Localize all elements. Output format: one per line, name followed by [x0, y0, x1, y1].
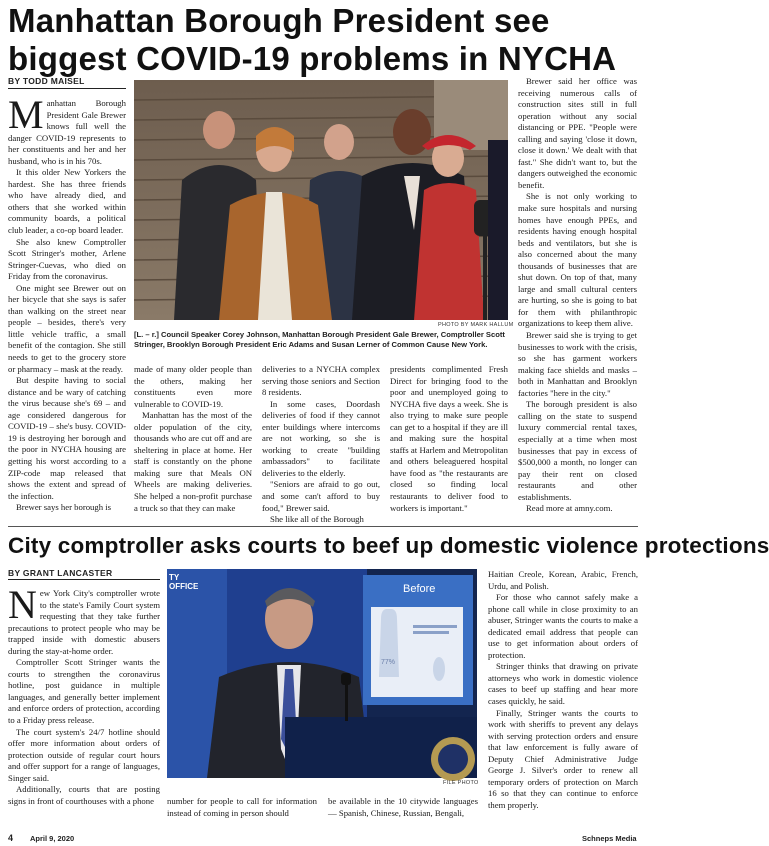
article1-photo	[134, 80, 508, 320]
article2-byline: BY GRANT LANCASTER	[8, 568, 113, 578]
dropcap: M	[8, 92, 44, 137]
paragraph: Brewer said she is trying to get businesses to work with the crisis, so she has garment workers making face shields and masks – both in Manhattan and Brooklyn factories "here in the city."	[518, 330, 637, 398]
article1-column-1	[8, 92, 126, 514]
paragraph: The borough president is also calling on the state to suspend luxury commercial rental taxes, especially at a time when most businesses that pay in excess of $500,000 a month, no longer can pay their rent on closed restaurants and other establishments.	[518, 399, 637, 502]
paragraph: Finally, Stringer wants the courts to work with sheriffs to prevent any delays with serving protection orders and ensure that law enforcement is fully aware of Deputy Chief Administrative Judge George J. Silver's order to renew all temporary orders of protection on March 16 so that they can continue to enforce them properly.	[488, 707, 638, 810]
article1-photo-caption: [L. – r.] Council Speaker Corey Johnson, Manhattan Borough President Gale Brewer, Comptroller Scott Stringer, Brooklyn Borough President Eric Adams and Susan Lerner of Common Cause New York.	[134, 330, 505, 349]
article2-column-4	[488, 569, 638, 811]
paragraph: "Seniors are afraid to go out, and some can't afford to buy food," Brewer said.	[262, 479, 380, 513]
paragraph: be available in the 10 citywide languages — Spanish, Chinese, Russian, Bengali,	[328, 796, 478, 818]
article2-photo-credit: FILE PHOTO	[443, 780, 479, 786]
article2-column-3	[328, 796, 478, 819]
article1-column-5	[518, 76, 637, 515]
article2-photo	[167, 569, 477, 778]
footer-publisher: Schneps Media	[582, 834, 637, 843]
article1-byline: BY TODD MAISEL	[8, 76, 85, 86]
paragraph: She is not only working to make sure hospitals and nursing homes have enough PPEs, and residents having enough hospital beds and ventilators, but she is also concerned about the many thousands of businesses that are shut down. On top of that, many large and small cultural centers are hurting, so she is going to bat for them with philanthropic organizations to keep them alive.	[518, 191, 637, 329]
screen-before-text: Before	[403, 583, 436, 595]
paragraph: The court system's 24/7 hotline should offer more information about orders of protection outside of regular court hours and offer support for a range of languages, Singer said.	[8, 726, 160, 783]
paragraph: It this older New Yorkers the hardest. She has three friends who have already died, and others that she worked within community boards, a political club leader, a co-op board leader.	[8, 167, 126, 236]
paragraph: Haitian Creole, Korean, Arabic, French, Urdu, and Polish.	[488, 569, 638, 591]
article2-column-2	[167, 796, 317, 819]
paragraph: Stringer thinks that drawing on private attorneys who work in domestic violence cases to beef up staffing and hear more cases quickly, he said.	[488, 661, 638, 707]
paragraph: Manhattan has the most of the older population of the city, thousands who are cut off and are sheltering in place at home. Her staff is constantly on the phone making sure that Meals ON Wheels are making deliveries. She helped a non-profit purchase a truck so that they can make	[134, 410, 252, 513]
paragraph: deliveries to a NYCHA complex serving those seniors and Section 8 residents.	[262, 364, 380, 398]
article2-headline: City comptroller asks courts to beef up domestic violence protections	[8, 533, 769, 558]
paragraph: number for people to call for information instead of coming in person should	[167, 796, 317, 818]
article1-column-4	[390, 364, 508, 514]
article1-headline: Manhattan Borough President see biggest COVID-19 problems in NYCHA	[8, 2, 617, 77]
paragraph: For those who cannot safely make a phone call while in close proximity to an abuser, Stringer wants the courts to make a dedicated email address that people can use to get information about orders of protection.	[488, 592, 638, 660]
paragraph: Read more at amny.com.	[526, 503, 613, 514]
paragraph: ew York City's comptroller wrote to the state's Family Court system requesting that they take further precautions to protect people who may be trapped inside with domestic abusers during the stay-at-home order.	[8, 588, 160, 656]
paragraph: In some cases, Doordash deliveries of food if they cannot enter buildings where intercoms are not working, so she is working to create "building ambassadors" to facilitate deliveries to the elderly.	[262, 398, 380, 478]
article2-column-1	[8, 582, 160, 807]
paragraph: Additionally, courts that are posting signs in front of courthouses with a phone	[8, 784, 160, 806]
paragraph: Comptroller Scott Stringer wants the courts to strengthen the coronavirus hotline, post guidance in multiple languages, and generally better implement and enforce orders of protection, according to a Friday press release.	[8, 657, 160, 726]
footer-date: April 9, 2020	[30, 834, 75, 843]
paragraph: anhattan Borough President Gale Brewer knows full well the danger COVID-19 represents to her constituents and her and her husband, who is in his 70s.	[8, 98, 126, 166]
paragraph: Brewer said her office was receiving numerous calls of construction sites still in full operation without any social distancing or PPE. "People were calling and saying 'close it down, close it down.' We dealt with that fast." She didn't want to, but the dangers outweighed the economic benefit.	[518, 76, 637, 190]
paragraph: She like all of the Borough	[270, 514, 364, 525]
paragraph: One might see Brewer out on her bicycle that she says is safer than walking on the street near people – besides, there's very little vehicle traffic, a small benefit of the contagion. She still needs to get to the grocery store or pharmacy – mask at the ready.	[8, 282, 126, 374]
article1-photo-credit: PHOTO BY MARK HALLUM	[438, 322, 514, 328]
paragraph: She also knew Comptroller Scott Stringer's mother, Arlene Stringer-Cuevas, who died on Friday from the coronavirus.	[8, 236, 126, 282]
article1-column-2	[134, 364, 252, 514]
byline-rule	[8, 88, 126, 89]
section-divider	[8, 526, 638, 527]
article1-column-3	[262, 364, 380, 526]
dropcap: N	[8, 582, 37, 627]
paragraph: presidents complimented Fresh Direct for bringing food to the poor and unemployed going to NYCHA five days a week. She is also trying to make sure people can get to a hospital if they are ill and making sure the hospital staffs at Harlem and Metropolitan and others beleaguered hospital have food as "the restaurants are closed so finding local restaurants to deliver food to workers is important."	[390, 364, 508, 513]
screen-percent-text: 77%	[381, 659, 396, 666]
footer-page-number: 4	[8, 833, 14, 843]
byline-rule	[8, 579, 160, 580]
paragraph: Brewer says her borough is	[16, 502, 112, 513]
paragraph: made of many older people than the others, making her constituents even more vulnerable to COVID-19.	[134, 364, 252, 409]
paragraph: But despite having to social distance and be wary of catching the virus because she's 69 – and age considered dangerous for COVID-19 – she's busy. COVID-19 is destroying her borough and the poor in NYCHA housing are getting his worst according to a ZIP-code map released that shows the extent and spread of the infection.	[8, 375, 126, 501]
photo-sign-text: TY OFFICE	[169, 573, 199, 591]
